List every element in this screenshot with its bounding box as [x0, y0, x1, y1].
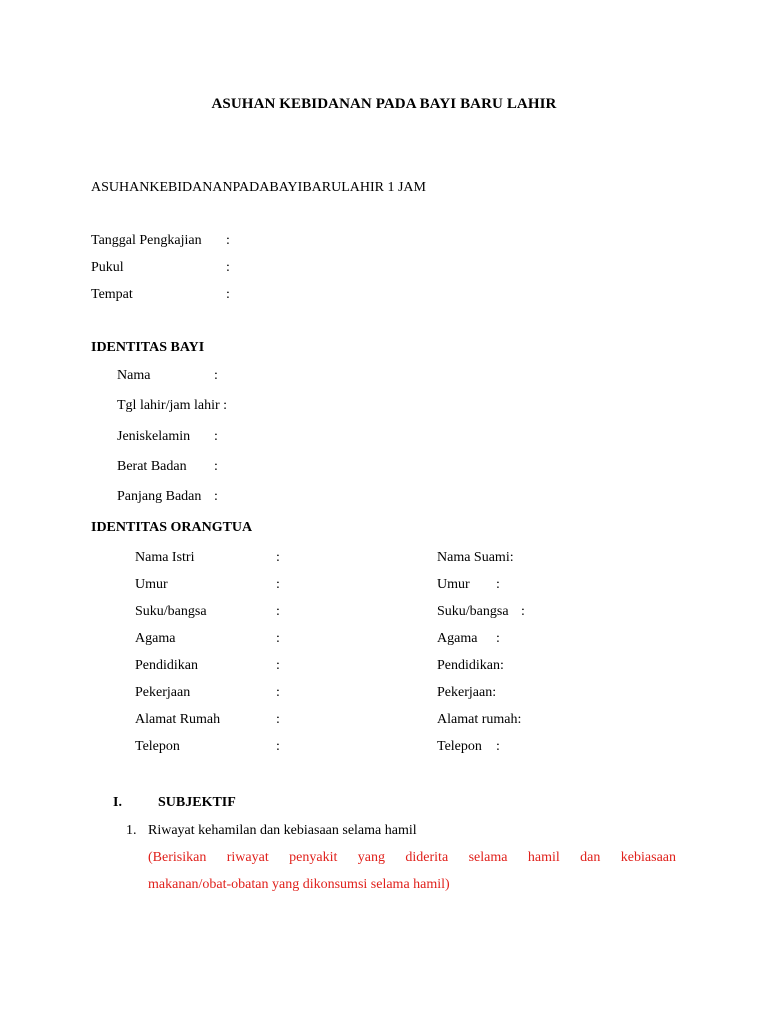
husband-field-colon: : — [496, 631, 500, 646]
husband-field-label: Telepon — [437, 739, 482, 754]
wife-field-label: Nama Istri — [135, 550, 195, 565]
wife-field-colon: : — [276, 577, 280, 592]
assessment-colon: : — [226, 287, 230, 302]
assessment-label: Tanggal Pengkajian — [91, 233, 202, 248]
husband-field-label: Agama — [437, 631, 478, 646]
husband-field-label: Pekerjaan: — [437, 685, 497, 700]
baby-field-label: Tgl lahir/jam lahir : — [117, 398, 228, 413]
instruction-note-line: (Berisikan riwayat penyakit yang diderita selama hamil dan kebiasaan — [148, 850, 676, 865]
wife-field-colon: : — [276, 739, 280, 754]
husband-field-label: Suku/bangsa — [437, 604, 509, 619]
husband-field-colon: : — [521, 604, 525, 619]
assessment-label: Tempat — [91, 287, 133, 302]
wife-field-label: Telepon — [135, 739, 180, 754]
wife-field-label: Pendidikan — [135, 658, 198, 673]
wife-field-label: Umur — [135, 577, 168, 592]
baby-identity-heading: IDENTITAS BAYI — [91, 340, 205, 355]
section-heading: SUBJEKTIF — [158, 795, 236, 810]
husband-field-label: Umur — [437, 577, 470, 592]
baby-field-label: Panjang Badan — [117, 489, 202, 504]
assessment-colon: : — [226, 260, 230, 275]
baby-field-colon: : — [214, 459, 218, 474]
baby-field-colon: : — [214, 489, 218, 504]
document-subtitle: ASUHANKEBIDANANPADABAYIBARULAHIR 1 JAM — [91, 180, 426, 195]
baby-field-colon: : — [214, 429, 218, 444]
husband-field-colon: : — [496, 577, 500, 592]
wife-field-colon: : — [276, 712, 280, 727]
wife-field-label: Agama — [135, 631, 176, 646]
husband-field-label: Nama Suami: — [437, 550, 514, 565]
baby-field-label: Jeniskelamin — [117, 429, 191, 444]
section-numeral: I. — [113, 795, 122, 810]
wife-field-colon: : — [276, 604, 280, 619]
assessment-colon: : — [226, 233, 230, 248]
assessment-label: Pukul — [91, 260, 124, 275]
wife-field-colon: : — [276, 658, 280, 673]
wife-field-label: Alamat Rumah — [135, 712, 221, 727]
list-item-text: Riwayat kehamilan dan kebiasaan selama hamil — [148, 823, 417, 838]
list-item-number: 1. — [126, 823, 137, 838]
wife-field-label: Suku/bangsa — [135, 604, 207, 619]
husband-field-label: Pendidikan: — [437, 658, 504, 673]
wife-field-colon: : — [276, 550, 280, 565]
baby-field-label: Berat Badan — [117, 459, 187, 474]
parents-identity-heading: IDENTITAS ORANGTUA — [91, 520, 253, 535]
wife-field-colon: : — [276, 685, 280, 700]
wife-field-colon: : — [276, 631, 280, 646]
baby-field-colon: : — [214, 368, 218, 383]
wife-field-label: Pekerjaan — [135, 685, 191, 700]
baby-field-label: Nama — [117, 368, 151, 383]
husband-field-label: Alamat rumah: — [437, 712, 522, 727]
instruction-note-line: makanan/obat-obatan yang dikonsumsi selama hamil) — [148, 877, 450, 892]
document-title: ASUHAN KEBIDANAN PADA BAYI BARU LAHIR — [211, 96, 557, 112]
husband-field-colon: : — [496, 739, 500, 754]
